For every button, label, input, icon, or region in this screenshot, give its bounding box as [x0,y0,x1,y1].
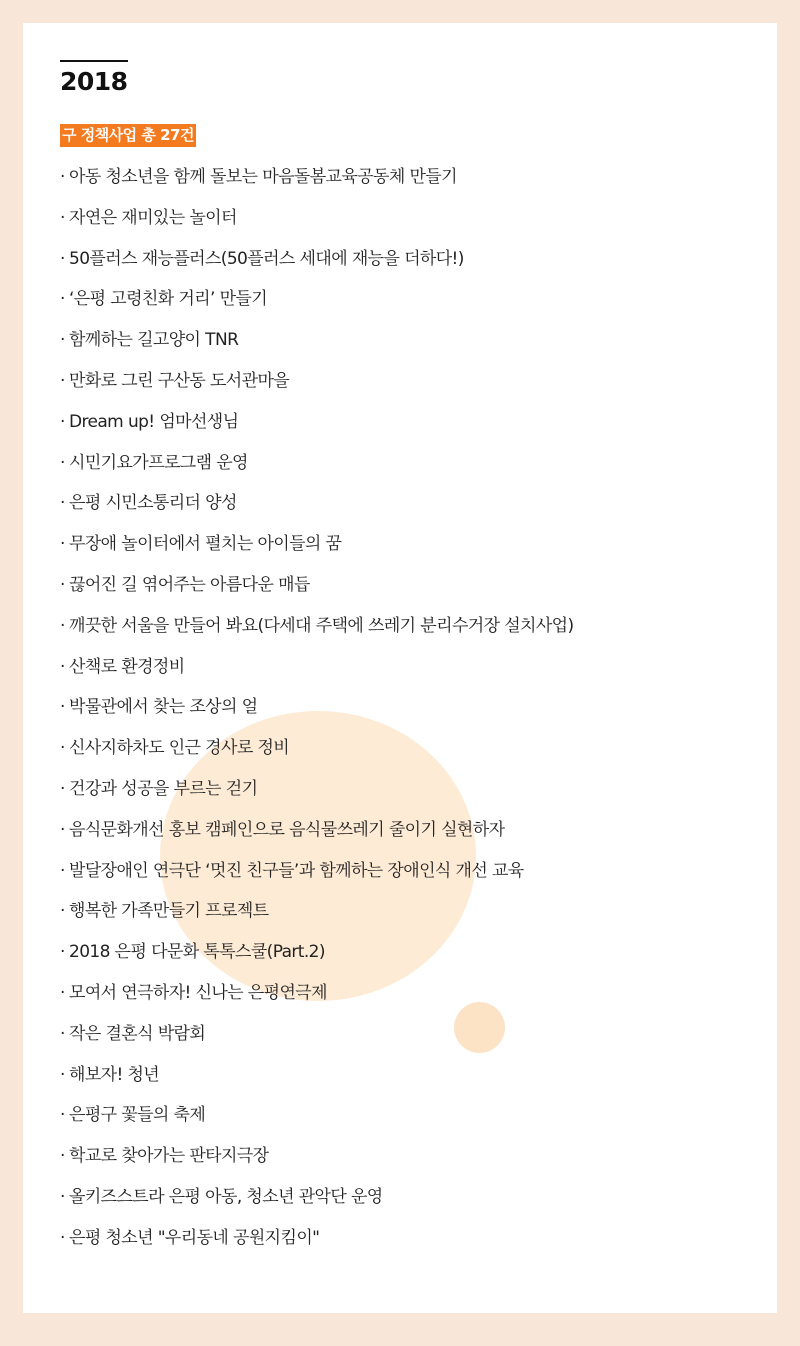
project-item [60,203,574,244]
project-item-label: 박물관에서 찾는 조상의 얼 [69,697,258,718]
bullet-dot-icon: · [60,1023,65,1044]
project-item-label: 신사지하차도 인근 경사로 정비 [69,738,290,759]
bullet-dot-icon: · [60,778,65,799]
project-item [60,366,574,407]
bullet-dot-icon: · [60,1105,65,1126]
bullet-dot-icon: · [60,574,65,595]
project-item [60,611,574,652]
project-item-label: 은평 청소년 "우리동네 공원지킴이" [69,1227,320,1248]
project-item [60,284,574,325]
project-item [60,448,574,489]
project-list [60,162,574,1264]
project-item [60,774,574,815]
project-item-label: 만화로 그린 구산동 도서관마을 [69,370,290,391]
project-item-label: 함께하는 길고양이 TNR [69,330,239,351]
project-item-label: Dream up! 엄마선생님 [69,411,239,432]
project-item-label: 깨끗한 서울을 만들어 봐요(다세대 주택에 쓰레기 분리수거장 설치사업) [69,615,574,636]
bullet-dot-icon: · [60,860,65,881]
project-item [60,488,574,529]
project-item-label: 2018 은평 다문화 톡톡스쿨(Part.2) [69,942,325,963]
project-item [60,815,574,856]
project-item [60,570,574,611]
project-item-label: 시민기요가프로그램 운영 [69,452,248,473]
year-rule [60,60,128,62]
project-item-label: 무장애 놀이터에서 펼치는 아이들의 꿈 [69,534,342,555]
project-item-label: 행복한 가족만들기 프로젝트 [69,901,269,922]
bullet-dot-icon: · [60,982,65,1003]
project-item [60,1060,574,1101]
project-item [60,733,574,774]
project-item-label: 아동 청소년을 함께 돌보는 마음돌봄교육공동체 만들기 [69,167,457,187]
bullet-dot-icon: · [60,289,65,310]
project-item-label: 은평 시민소통리더 양성 [69,493,237,514]
content-card [23,23,777,1313]
bullet-dot-icon: · [60,493,65,514]
project-item [60,896,574,937]
project-item [60,1100,574,1141]
project-item-label: 학교로 찾아가는 판타지극장 [69,1146,269,1167]
project-item-label: 산책로 환경정비 [69,656,185,677]
bullet-dot-icon: · [60,697,65,718]
project-item-label: 작은 결혼식 박람회 [69,1023,206,1044]
bullet-dot-icon: · [60,167,65,187]
bullet-dot-icon: · [60,1064,65,1085]
project-item-label: 50플러스 재능플러스(50플러스 세대에 재능을 더하다!) [69,248,464,269]
project-item-label: 자연은 재미있는 놀이터 [69,207,237,228]
project-item [60,1182,574,1223]
project-item-label: ‘은평 고령친화 거리’ 만들기 [69,289,268,310]
project-item [60,407,574,448]
bullet-dot-icon: · [60,1227,65,1248]
project-item-label: 모여서 연극하자! 신나는 은평연극제 [69,982,327,1003]
bullet-dot-icon: · [60,1146,65,1167]
project-item-label: 건강과 성공을 부르는 걷기 [69,778,258,799]
project-item [60,652,574,693]
bullet-dot-icon: · [60,656,65,677]
bullet-dot-icon: · [60,370,65,391]
project-item [60,937,574,978]
project-item [60,162,574,203]
project-item [60,1141,574,1182]
project-item [60,529,574,570]
project-item-label: 음식문화개선 홍보 캠페인으로 음식물쓰레기 줄이기 실현하자 [69,819,505,840]
project-item-label: 끊어진 길 엮어주는 아름다운 매듭 [69,574,310,595]
project-item-label: 은평구 꽃들의 축제 [69,1105,206,1126]
bullet-dot-icon: · [60,615,65,636]
project-item [60,856,574,897]
project-item [60,1223,574,1264]
project-item [60,692,574,733]
project-count-badge: 구 정책사업 총 27건 [60,124,196,147]
bullet-dot-icon: · [60,738,65,759]
bullet-dot-icon: · [60,1186,65,1207]
bullet-dot-icon: · [60,452,65,473]
project-item [60,325,574,366]
bullet-dot-icon: · [60,534,65,555]
project-item-label: 해보자! 청년 [69,1064,160,1085]
project-item-label: 올키즈스트라 은평 아동, 청소년 관악단 운영 [69,1186,383,1207]
project-item-label: 발달장애인 연극단 ‘멋진 친구들’과 함께하는 장애인식 개선 교육 [69,860,524,881]
bullet-dot-icon: · [60,901,65,922]
bullet-dot-icon: · [60,942,65,963]
year-heading: 2018 [60,67,128,96]
bullet-dot-icon: · [60,819,65,840]
project-item [60,978,574,1019]
bullet-dot-icon: · [60,248,65,269]
bullet-dot-icon: · [60,411,65,432]
project-item [60,1019,574,1060]
bullet-dot-icon: · [60,330,65,351]
bullet-dot-icon: · [60,207,65,228]
project-item [60,244,574,285]
